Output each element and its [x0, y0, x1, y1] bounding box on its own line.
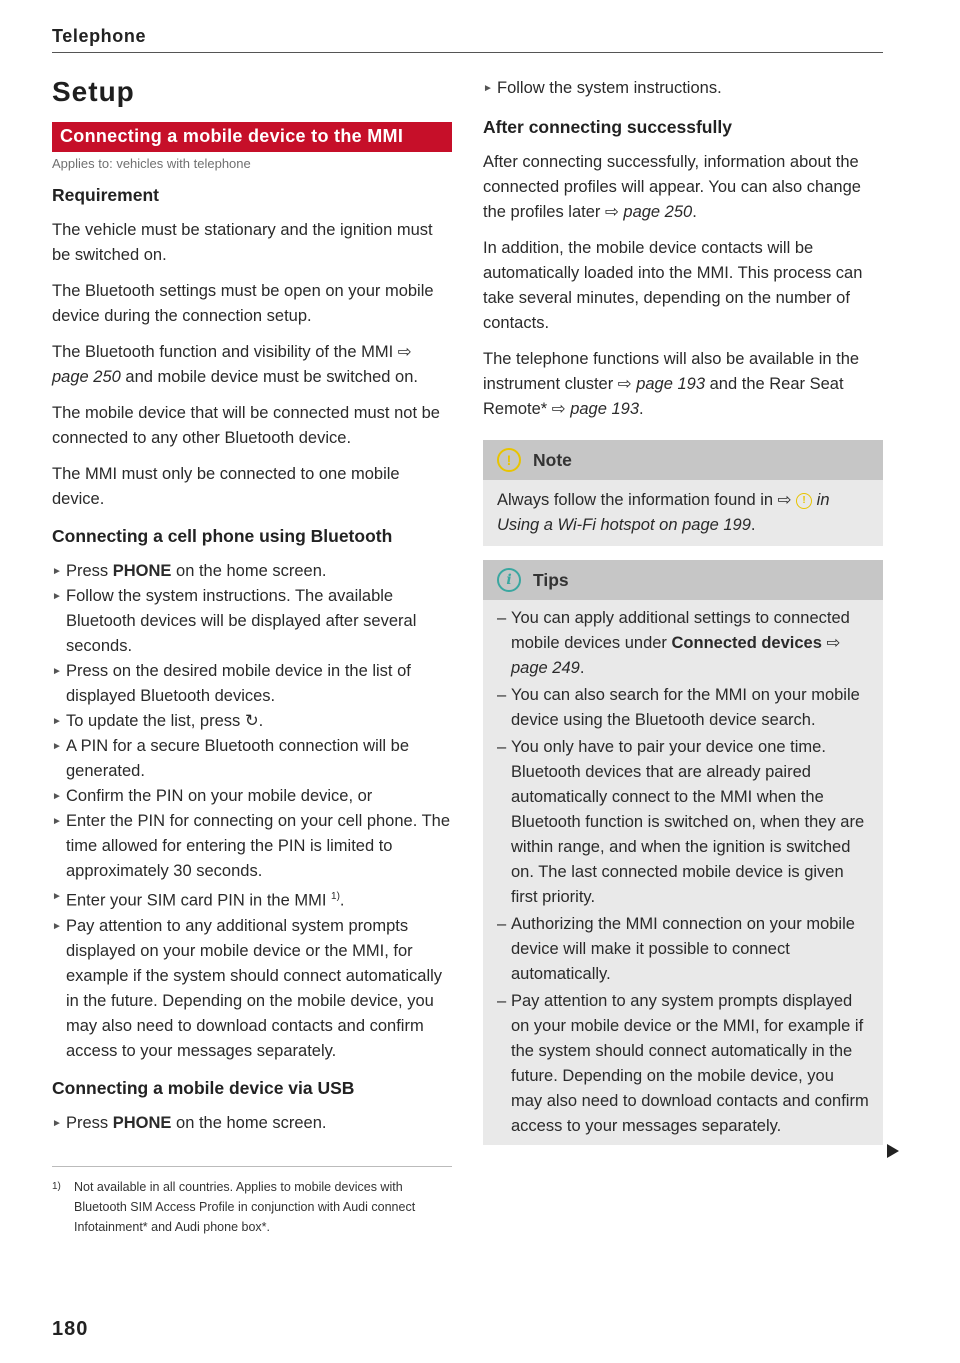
dash: – — [497, 686, 507, 704]
applies-to: Applies to: vehicles with telephone — [52, 156, 251, 171]
step-item — [52, 884, 452, 914]
text: You can apply additional settings to connected mobile devices under — [511, 609, 850, 652]
usb-steps — [52, 1111, 452, 1136]
page-link[interactable]: in Using a Wi-Fi hotspot on page 199 — [497, 491, 830, 534]
tips-box — [483, 560, 883, 1145]
footnote-mark: 1) — [52, 1180, 61, 1192]
phone-label: PHONE — [112, 562, 172, 580]
requirement-paragraph: The MMI must only be connected to one mobile device. — [52, 465, 400, 508]
text: After connecting successfully, information about the connected profiles will appear. You can also change the profiles later — [483, 153, 861, 221]
requirement-paragraph: The mobile device that will be connected must not be connected to any other Bluetooth device. — [52, 404, 440, 447]
text: on the home screen. — [171, 1113, 327, 1132]
text: Press — [66, 1113, 113, 1132]
note-title: Note — [533, 449, 572, 470]
page-header — [52, 26, 883, 53]
tip-item — [497, 606, 869, 681]
text: Enter your SIM card PIN in the MMI — [66, 891, 327, 910]
text: Always follow the information found in ⇨ — [497, 491, 792, 509]
tips-header — [483, 560, 883, 600]
section-title-bar: Connecting a mobile device to the MMI — [52, 122, 452, 152]
step-item: ► Follow the system instructions. — [483, 76, 883, 101]
step-item: ► Confirm the PIN on your mobile device, or — [52, 784, 452, 809]
tips-title: Tips — [533, 569, 569, 590]
note-header — [483, 440, 883, 480]
warning-icon: ! — [796, 493, 812, 509]
usb-heading: Connecting a mobile device via USB — [52, 1077, 355, 1098]
footnote-divider — [52, 1166, 452, 1167]
step-item: ► Follow the system instructions. The available Bluetooth devices will be displayed after several seconds. — [52, 584, 452, 659]
dash: – — [497, 915, 507, 933]
requirement-heading: Requirement — [52, 185, 159, 205]
step-item: ► Pay attention to any additional system prompts displayed on your mobile device or the MMI, for example if the system should connect automatically in the future. Depending on the mobile device, you may also need to download contacts and confirm access to your messages separately. — [52, 914, 452, 1064]
tip-item — [497, 683, 869, 733]
step-item — [52, 559, 452, 584]
after-connecting-heading: After connecting successfully — [483, 117, 732, 137]
page-link[interactable]: ⇨ page 249 — [511, 634, 841, 677]
text: and mobile device must be switched on. — [120, 368, 418, 386]
step-item: ► Press on the desired mobile device in the list of displayed Bluetooth devices. — [52, 659, 452, 709]
header-title: Telephone — [52, 26, 147, 46]
text: on the home screen. — [171, 562, 327, 580]
page-link[interactable]: ⇨ page 250 — [604, 203, 693, 221]
text: . — [692, 203, 697, 221]
dash: – — [497, 738, 507, 756]
phone-label: PHONE — [112, 1113, 172, 1132]
page-number: 180 — [52, 1318, 89, 1340]
requirement-paragraph: The vehicle must be stationary and the ignition must be switched on. — [52, 221, 433, 264]
text: and the Rear Seat Remote* — [483, 375, 844, 418]
step-item: ► To update the list, press ↻. — [52, 709, 452, 734]
text: . — [750, 516, 756, 534]
tip-item — [497, 912, 869, 987]
note-body — [483, 480, 883, 546]
menu-label: Connected devices — [671, 634, 822, 652]
footnote-text: Not available in all countries. Applies to mobile devices with Bluetooth SIM Access Profile in conjunction with Audi connect Infotainment* and Audi phone box*. — [74, 1179, 416, 1234]
dash: – — [497, 609, 507, 627]
tip-item — [497, 735, 869, 910]
text: . — [639, 400, 644, 418]
text: The Bluetooth function and visibility of the MMI — [52, 343, 394, 361]
after-paragraph: In addition, the mobile device contacts will be automatically loaded into the MMI. This process can take several minutes, depending on the number of contacts. — [483, 239, 863, 332]
requirement-paragraph — [52, 340, 452, 390]
text: Pay attention to any system prompts displayed on your mobile device or the MMI, for example if the system should connect automatically in the future. Depending on the mobile device, you may also need to download contacts and confirm access to your messages separately. — [511, 992, 869, 1135]
page-link[interactable]: ⇨ page 193 — [617, 375, 706, 393]
footnote-ref: 1) — [331, 891, 340, 902]
continue-arrow-icon — [887, 1144, 899, 1158]
page-link[interactable]: ⇨ page 250 — [52, 343, 412, 386]
step-item — [52, 1111, 452, 1136]
requirement-paragraph: The Bluetooth settings must be open on your mobile device during the connection setup. — [52, 282, 434, 325]
text: You only have to pair your device one time. Bluetooth devices that are already paired automatically connect to the MMI when the Bluetooth function is switched on, when they are within range, and when the ignition is switched on. The last connected mobile device is given first priority. — [511, 738, 865, 906]
page-link[interactable]: ⇨ page 193 — [551, 400, 640, 418]
step-item: ► Enter the PIN for connecting on your cell phone. The time allowed for entering the PIN is limited to approximately 30 seconds. — [52, 809, 452, 884]
text: . — [339, 891, 345, 910]
footnote — [52, 1177, 452, 1237]
text: Authorizing the MMI connection on your mobile device will make it possible to connect automatically. — [511, 915, 855, 983]
tips-body — [483, 600, 883, 1145]
note-box — [483, 440, 883, 546]
right-column — [483, 76, 883, 1159]
info-icon: i — [497, 568, 521, 592]
warning-icon: ! — [497, 448, 521, 472]
follow-step — [483, 76, 883, 101]
after-paragraph — [483, 347, 883, 422]
page-heading: Setup — [52, 76, 135, 107]
after-paragraph — [483, 150, 883, 225]
left-column — [52, 76, 452, 1237]
tip-item — [497, 989, 869, 1139]
text: The telephone functions will also be available in the instrument cluster — [483, 350, 860, 393]
bluetooth-steps — [52, 559, 452, 1064]
step-item: ► A PIN for a secure Bluetooth connection will be generated. — [52, 734, 452, 784]
text: Press — [66, 562, 113, 580]
bluetooth-heading: Connecting a cell phone using Bluetooth — [52, 526, 393, 546]
text: You can also search for the MMI on your mobile device using the Bluetooth device search. — [511, 686, 860, 729]
dash: – — [497, 992, 507, 1010]
text: . — [579, 659, 585, 677]
